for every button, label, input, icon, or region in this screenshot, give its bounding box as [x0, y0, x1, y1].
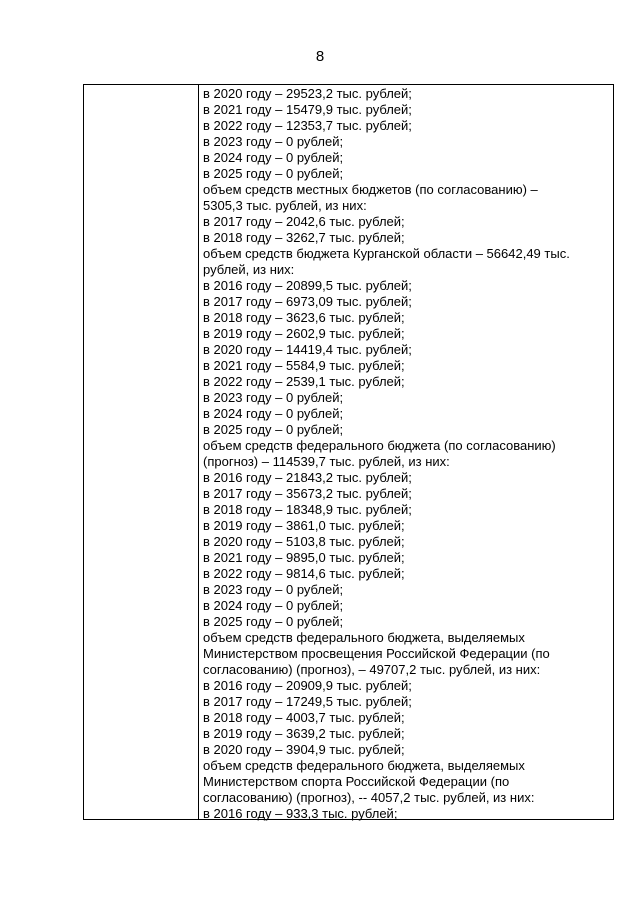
text-line: в 2022 году – 2539,1 тыс. рублей; — [203, 374, 405, 389]
text-line: в 2024 году – 0 рублей; — [203, 150, 344, 165]
text-line: объем средств федерального бюджета, выделяемых — [203, 758, 525, 773]
text-line: объем средств федерального бюджета (по согласованию) — [203, 438, 556, 453]
text-line: в 2020 году – 29523,2 тыс. рублей; — [203, 86, 412, 101]
text-line: в 2024 году – 0 рублей; — [203, 406, 344, 421]
text-line: в 2024 году – 0 рублей; — [203, 598, 344, 613]
text-line: Министерством спорта Российской Федерации (по — [203, 774, 510, 789]
text-line: согласованию) (прогноз), – 49707,2 тыс. рублей, из них: — [203, 662, 541, 677]
text-line: в 2023 году – 0 рублей; — [203, 134, 344, 149]
text-line: в 2021 году – 9895,0 тыс. рублей; — [203, 550, 405, 565]
text-line: в 2016 году – 20899,5 тыс. рублей; — [203, 278, 412, 293]
text-line: (прогноз) – 114539,7 тыс. рублей, из них: — [203, 454, 450, 469]
text-line: в 2025 году – 0 рублей; — [203, 166, 344, 181]
text-line: в 2017 году – 17249,5 тыс. рублей; — [203, 694, 412, 709]
text-line: рублей, из них: — [203, 262, 295, 277]
text-line: в 2020 году – 3904,9 тыс. рублей; — [203, 742, 405, 757]
text-line: в 2023 году – 0 рублей; — [203, 390, 344, 405]
text-line: в 2019 году – 3639,2 тыс. рублей; — [203, 726, 405, 741]
text-line: в 2022 году – 9814,6 тыс. рублей; — [203, 566, 405, 581]
text-line: в 2017 году – 6973,09 тыс. рублей; — [203, 294, 412, 309]
funding-table — [83, 84, 614, 820]
table-left-column — [84, 85, 199, 819]
text-line: объем средств бюджета Курганской области – 56642,49 тыс. — [203, 246, 570, 261]
text-line: объем средств местных бюджетов (по согласованию) – — [203, 182, 538, 197]
text-line: в 2018 году – 18348,9 тыс. рублей; — [203, 502, 412, 517]
text-line: в 2016 году – 20909,9 тыс. рублей; — [203, 678, 412, 693]
text-line: в 2017 году – 35673,2 тыс. рублей; — [203, 486, 412, 501]
text-line: 5305,3 тыс. рублей, из них: — [203, 198, 367, 213]
text-line: согласованию) (прогноз), -- 4057,2 тыс. рублей, из них: — [203, 790, 535, 805]
text-line: Министерством просвещения Российской Федерации (по — [203, 646, 550, 661]
page-number: 8 — [315, 48, 325, 65]
text-line: в 2018 году – 4003,7 тыс. рублей; — [203, 710, 405, 725]
text-line: в 2019 году – 3861,0 тыс. рублей; — [203, 518, 405, 533]
text-line: в 2018 году – 3262,7 тыс. рублей; — [203, 230, 405, 245]
text-line: в 2022 году – 12353,7 тыс. рублей; — [203, 118, 412, 133]
text-line: в 2020 году – 14419,4 тыс. рублей; — [203, 342, 412, 357]
table-right-column — [199, 85, 613, 819]
text-line: в 2020 году – 5103,8 тыс. рублей; — [203, 534, 405, 549]
text-line: в 2025 году – 0 рублей; — [203, 614, 344, 629]
text-line: в 2019 году – 2602,9 тыс. рублей; — [203, 326, 405, 341]
text-line: в 2017 году – 2042,6 тыс. рублей; — [203, 214, 405, 229]
text-line: в 2021 году – 5584,9 тыс. рублей; — [203, 358, 405, 373]
text-line: в 2023 году – 0 рублей; — [203, 582, 344, 597]
text-line: в 2016 году – 933,3 тыс. рублей; — [203, 806, 398, 821]
text-line: объем средств федерального бюджета, выделяемых — [203, 630, 525, 645]
text-line: в 2018 году – 3623,6 тыс. рублей; — [203, 310, 405, 325]
text-line: в 2016 году – 21843,2 тыс. рублей; — [203, 470, 412, 485]
text-line: в 2021 году – 15479,9 тыс. рублей; — [203, 102, 412, 117]
text-line: в 2025 году – 0 рублей; — [203, 422, 344, 437]
